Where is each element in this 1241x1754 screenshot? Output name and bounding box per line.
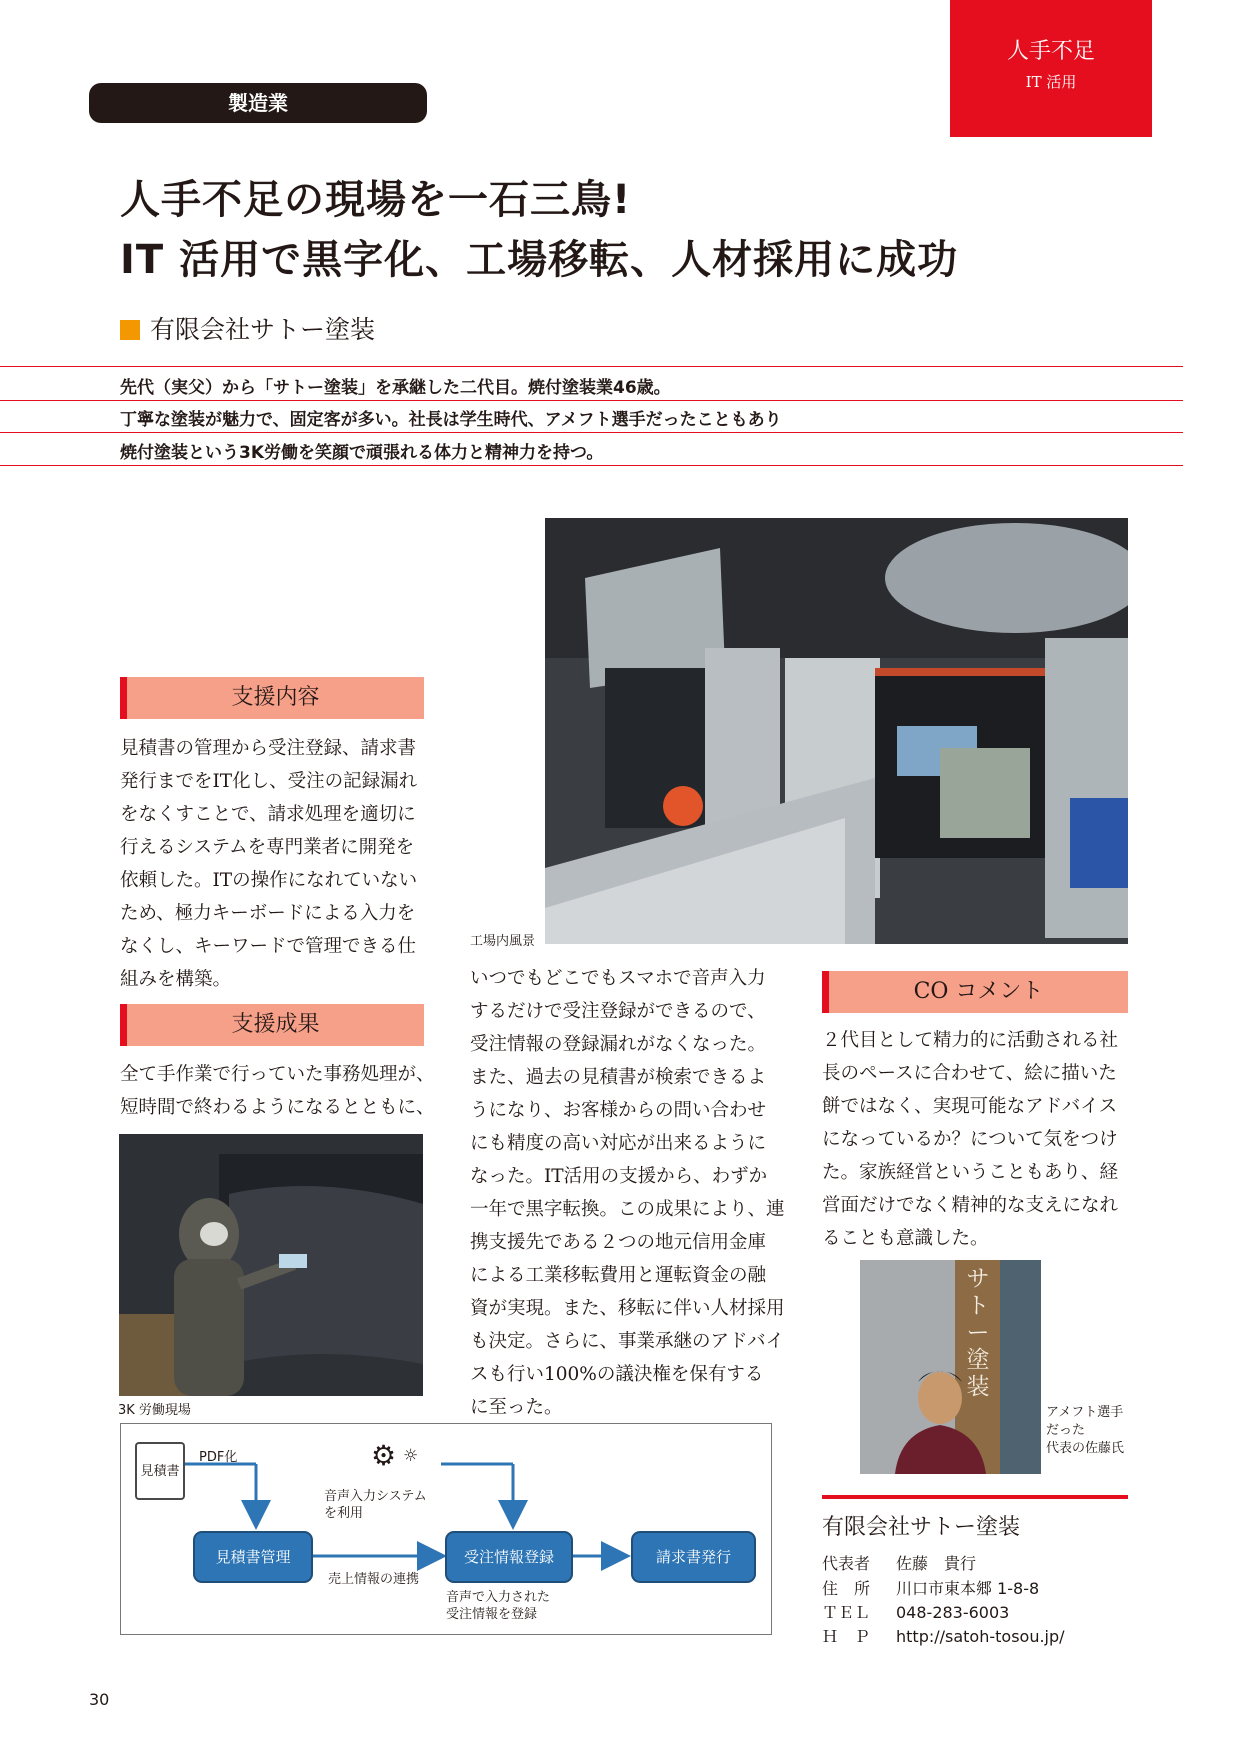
results-heading: 支援成果 (120, 1004, 424, 1046)
results-line: するだけで受注登録ができるので、 (470, 1001, 766, 1022)
factory-photo (545, 518, 1128, 944)
results-body-middle (470, 962, 785, 1424)
company-info-tel: ＴＥＬ 048-283-6003 (822, 1603, 1010, 1622)
worker-photo (119, 1134, 423, 1396)
support-line: 組みを構築。 (120, 969, 232, 990)
company-info-representative: 代表者 佐藤 貴行 (822, 1554, 977, 1573)
co-comment-body (822, 1024, 1118, 1255)
page-title-line2: IT 活用で黒字化、工場移転、人材採用に成功 (120, 237, 959, 283)
president-caption-line: アメフト選手 (1046, 1405, 1124, 1420)
homepage-link[interactable]: http://satoh-tosou.jp/ (896, 1627, 1065, 1646)
intro-rule (0, 366, 1183, 367)
system-flow-diagram (120, 1423, 772, 1635)
worker-caption: 3K 労働現場 (118, 1403, 191, 1418)
company-heading-text: 有限会社サトー塗装 (150, 315, 376, 344)
co-comment-line: 営面だけでなく精神的な支えになれ (822, 1195, 1119, 1216)
document-label: 見積書 (140, 1464, 180, 1479)
results-line: 一年で黒字転換。この成果により、連 (470, 1199, 785, 1220)
intro-rule (0, 432, 1183, 433)
results-line: も決定。さらに、事業承継のアドバイ (470, 1331, 785, 1352)
quote-management-box: 見積書管理 (193, 1531, 313, 1583)
results-line: にも精度の高い対応が出来るように (470, 1133, 767, 1154)
voice-result-label: 音声で入力された 受注情報を登録 (446, 1590, 551, 1622)
support-line: 行えるシステムを専門業者に開発を (120, 837, 415, 858)
results-line: に至った。 (470, 1397, 563, 1418)
company-signboard: サトー塗装 (966, 1266, 990, 1400)
category-tag-sub: IT 活用 (1025, 73, 1077, 91)
intro-line: 焼付塗装という3K労働を笑顔で頑張れる体力と精神力を持つ。 (120, 443, 604, 463)
president-photo (860, 1260, 1041, 1474)
company-info-rule (822, 1495, 1128, 1499)
intro-line: 丁寧な塗装が魅力で、固定客が多い。社長は学生時代、アメフト選手だったこともあり (120, 410, 782, 430)
support-line: なくし、キーワードで管理できる仕 (120, 936, 417, 957)
results-line: 全て手作業で行っていた事務処理が、 (120, 1064, 435, 1085)
co-comment-line: 長のペースに合わせて、絵に描いた (822, 1063, 1117, 1084)
support-body (120, 732, 417, 996)
factory-caption: 工場内風景 (470, 934, 536, 949)
results-line: いつでもどこでもスマホで音声入力 (470, 968, 766, 989)
page-title-line1: 人手不足の現場を一石三鳥! (120, 177, 632, 223)
results-line: 短時間で終わるようになるとともに、 (120, 1097, 435, 1118)
support-line: をなくすことで、請求処理を適切に (120, 804, 416, 825)
category-tag-main: 人手不足 (1006, 39, 1095, 64)
results-line: による工業移転費用と運転資金の融 (470, 1265, 767, 1286)
support-line: ため、極力キーボードによる入力を (120, 903, 416, 924)
intro-rule (0, 400, 1183, 401)
orange-square-icon (120, 320, 140, 340)
sales-link-label: 売上情報の連携 (328, 1572, 420, 1587)
results-line: また、過去の見積書が検索できるよ (470, 1067, 767, 1088)
results-body-left (120, 1058, 435, 1124)
co-comment-line: た。家族経営ということもあり、経 (822, 1162, 1119, 1183)
president-caption (1046, 1404, 1124, 1458)
results-line: 受注情報の登録漏れがなくなった。 (470, 1034, 767, 1055)
category-tag (950, 0, 1152, 137)
voice-input-label: 音声入力システム を利用 (324, 1489, 427, 1521)
support-line: 見積書の管理から受注登録、請求書 (120, 738, 417, 759)
pdf-label: PDF化 (199, 1450, 238, 1465)
smartphone-icon: ☼ (403, 1446, 419, 1466)
president-caption-line: 代表の佐藤氏 (1046, 1441, 1125, 1456)
co-comment-line: 餅ではなく、実現可能なアドバイス (822, 1096, 1118, 1117)
industry-label: 製造業 (89, 83, 427, 123)
co-comment-line: ることも意識した。 (822, 1228, 989, 1249)
results-line: 携支援先である２つの地元信用金庫 (470, 1232, 767, 1253)
results-line: うになり、お客様からの問い合わせ (470, 1100, 767, 1121)
results-line: スも行い100%の議決権を保有する (470, 1364, 764, 1385)
support-line: 発行までをIT化し、受注の記録漏れ (120, 771, 418, 792)
co-comment-heading: CO コメント (822, 971, 1128, 1013)
results-line: なった。IT活用の支援から、わずか (470, 1166, 768, 1187)
speaking-person-icon: ⚙ (371, 1439, 397, 1472)
support-heading: 支援内容 (120, 677, 424, 719)
company-info-name: 有限会社サトー塗装 (822, 1515, 1021, 1540)
invoice-issuing-box: 請求書発行 (631, 1531, 756, 1583)
company-heading (120, 310, 375, 346)
president-caption-line: だった (1046, 1423, 1086, 1438)
co-comment-line: ２代目として精力的に活動される社 (822, 1030, 1119, 1051)
company-info-homepage: Ｈ Ｐ http://satoh-tosou.jp/ (822, 1627, 1065, 1646)
results-line: 資が実現。また、移転に伴い人材採用 (470, 1298, 785, 1319)
document-icon (135, 1442, 185, 1500)
co-comment-line: になっているか？について気をつけ (822, 1129, 1118, 1150)
intro-line: 先代（実父）から「サトー塗装」を承継した二代目。焼付塗装業46歳。 (120, 378, 671, 398)
order-registration-box: 受注情報登録 (445, 1531, 573, 1583)
support-line: 依頼した。ITの操作になれていない (120, 870, 418, 891)
intro-rule (0, 465, 1183, 466)
company-info-address: 住 所 川口市東本郷 1-8-8 (822, 1579, 1040, 1598)
page-number: 30 (89, 1690, 110, 1709)
